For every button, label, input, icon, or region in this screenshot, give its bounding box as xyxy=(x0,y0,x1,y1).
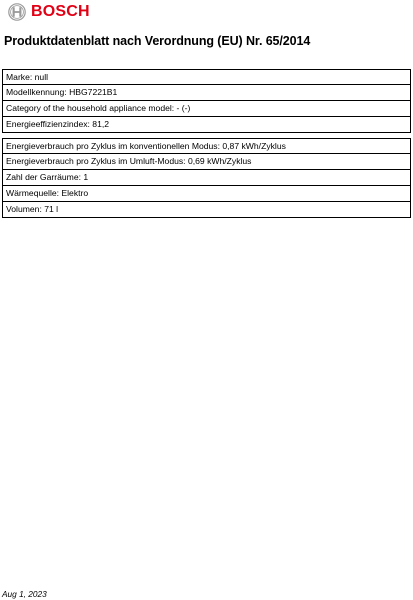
table-row: Category of the household appliance model: - (-) xyxy=(2,101,411,117)
table-row: Energieeffizienzindex: 81,2 xyxy=(2,117,411,133)
table-row: Marke: null xyxy=(2,69,411,85)
footer-date: Aug 1, 2023 xyxy=(2,589,47,599)
brand-name: BOSCH xyxy=(31,3,90,20)
document-title: Produktdatenblatt nach Verordnung (EU) Nr. 65/2014 xyxy=(4,34,311,48)
brand-logo xyxy=(8,3,90,21)
bosch-logo-icon xyxy=(8,3,26,21)
table-row: Modellkennung: HBG7221B1 xyxy=(2,85,411,101)
table-row: Wärmequelle: Elektro xyxy=(2,186,411,202)
product-data-table xyxy=(2,69,411,218)
table-row: Volumen: 71 l xyxy=(2,202,411,218)
table-row: Energieverbrauch pro Zyklus im konventionellen Modus: 0,87 kWh/Zyklus xyxy=(2,138,411,154)
table-row: Zahl der Garräume: 1 xyxy=(2,170,411,186)
table-row: Energieverbrauch pro Zyklus im Umluft-Modus: 0,69 kWh/Zyklus xyxy=(2,154,411,170)
